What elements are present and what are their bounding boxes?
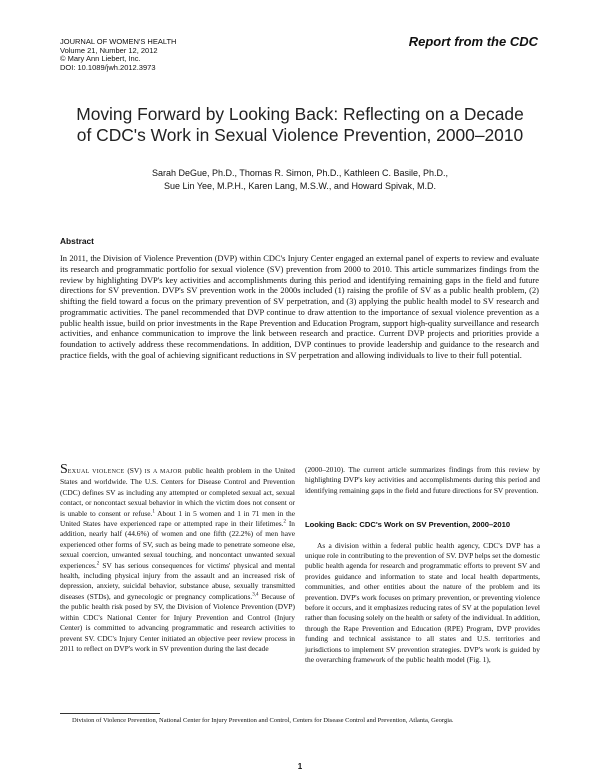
- drop-cap: S: [60, 462, 68, 477]
- article-title: [60, 104, 540, 146]
- section-heading: Looking Back: CDC's Work on SV Prevention, 2000–2010: [305, 520, 511, 530]
- abstract-text: In 2011, the Division of Violence Prevention (DVP) within CDC's Injury Center engaged an external panel of experts to review and evaluate its research and programmatic portfolio for sexual violence (SV) prevention from 2000 to 2010. This article summarizes findings from the review by highlighting DVP's key activities and accomplishments during this period and identifying remaining gaps in the field and future directions for SV prevention. DVP's SV prevention work in the 2000s included (1) raising the profile of SV as a public health problem, (2) shifting the field toward a focus on the primary prevention of SV perpetration, and (3) applying the public health model to SV research and programmatic activities. The panel recommended that DVP continue to draw attention to the importance of sexual violence prevention as a public health issue, build on prior investments in the Rape Prevention and Education Program, support high-quality surveillance and research activities, and enhance communication to improve the link between research and practice. Current DVP projects and priorities provide a foundation to actively address these recommendations. In addition, DVP continues to provide leadership and guidance to the research and practice fields, with the goal of achieving significant reductions in SV perpetration and allowing individuals to live to their full potential.: [60, 253, 539, 360]
- body-column-right: [305, 465, 540, 666]
- body-text: public health problem in the United States and worldwide. The U.S. Centers for Disease Control and Prevention (CDC) defines SV as including any attempted or completed sexual act, sexual contact, or noncontact sexual behavior in which the victim does not consent or is unable to consent or refuse.: [60, 466, 295, 518]
- journal-doi: DOI: 10.1089/jwh.2012.3973: [60, 62, 156, 72]
- reference-mark: 2: [283, 519, 286, 525]
- author-line: Sue Lin Yee, M.P.H., Karen Lang, M.S.W., and Howard Spivak, M.D.: [164, 180, 436, 191]
- lead-smallcaps: EXUAL VIOLENCE: [67, 469, 125, 475]
- page-number: 1: [297, 762, 303, 771]
- author-list: [60, 167, 540, 192]
- affiliation-footnote: Division of Violence Prevention, National Center for Injury Prevention and Control, Centers for Disease Control and Prevention, Atlanta, Georgia.: [72, 717, 454, 724]
- title-line: of CDC's Work in Sexual Violence Prevention, 2000–2010: [76, 125, 524, 145]
- body-column-left: [60, 462, 295, 654]
- body-paragraph: (2000–2010). The current article summarizes findings from this review by highlighting DVP's key activities and accomplishments during this period and identifying remaining gaps in the field and future directions for SV prevention.: [305, 465, 540, 495]
- body-text: About 1 in 5 women and 1 in 71 men in the United States have experienced rape or attempted rape in their lifetimes.: [60, 508, 295, 529]
- report-tag: Report from the CDC: [408, 34, 538, 49]
- lead-smallcaps-2: IS A MAJOR: [144, 469, 182, 475]
- title-line: Moving Forward by Looking Back: Reflecting on a Decade: [76, 104, 524, 124]
- body-paragraph: As a division within a federal public health agency, CDC's DVP has a unique role in contributing to the prevention of SV. DVP helps set the domestic public health agenda for research and programmatic efforts to prevent SV and provides guidance and information to state and local health departments, communities, and other entities about the nature of the problem and its prevention. DVP's work focuses on primary prevention, or preventing violence before it occurs, and it emphasizes reducing rates of SV at the population level rather than focusing solely on the health or safety of the individual. In addition, through the Rape Prevention and Education (RPE) Program, DVP provides funding and technical assistance to all states and U.S. territories and jurisdictions to implement SV prevention strategies. DVP's work is guided by the overarching framework of the public health model (Fig. 1),: [305, 540, 540, 665]
- journal-volume: Volume 21, Number 12, 2012: [60, 45, 158, 55]
- journal-name: JOURNAL OF WOMEN'S HEALTH: [60, 37, 177, 46]
- author-line: Sarah DeGue, Ph.D., Thomas R. Simon, Ph.D., Kathleen C. Basile, Ph.D.,: [152, 168, 448, 178]
- body-text: Because of the public health risk posed by SV, the Division of Violence Prevention (DVP) within CDC's National Center for Injury Prevention and Control (Injury Center) is committed to advancing programmatic and research activities to prevent SV. CDC's Injury Center initiated an objective peer review process in 2011 to reflect on DVP's work in SV prevention during the last decade: [60, 591, 295, 653]
- lead-text: (SV): [124, 466, 145, 475]
- journal-copyright: © Mary Ann Liebert, Inc.: [60, 54, 141, 64]
- abstract-heading: Abstract: [60, 236, 94, 246]
- journal-header: [60, 38, 176, 72]
- body-text: In addition, nearly half (44.6%) of women and one fifth (22.2%) of men have experienced other forms of SV, such as being made to penetrate someone else, sexual coercion, unwanted sexual touching, and noncontact unwanted sexual experiences.: [60, 519, 295, 570]
- footnote-divider: [60, 713, 160, 714]
- reference-mark: 2: [96, 561, 100, 567]
- reference-mark: 1: [152, 509, 155, 515]
- body-text: SV has serious consequences for victims' physical and mental health, including physical injury from the assault and an increased risk of depression, anxiety, suicidal behavior, substance abuse, sexually transmitted diseases (STDs), and gynecologic or pregnancy complications.: [60, 560, 295, 601]
- reference-mark: 3,4: [252, 592, 259, 598]
